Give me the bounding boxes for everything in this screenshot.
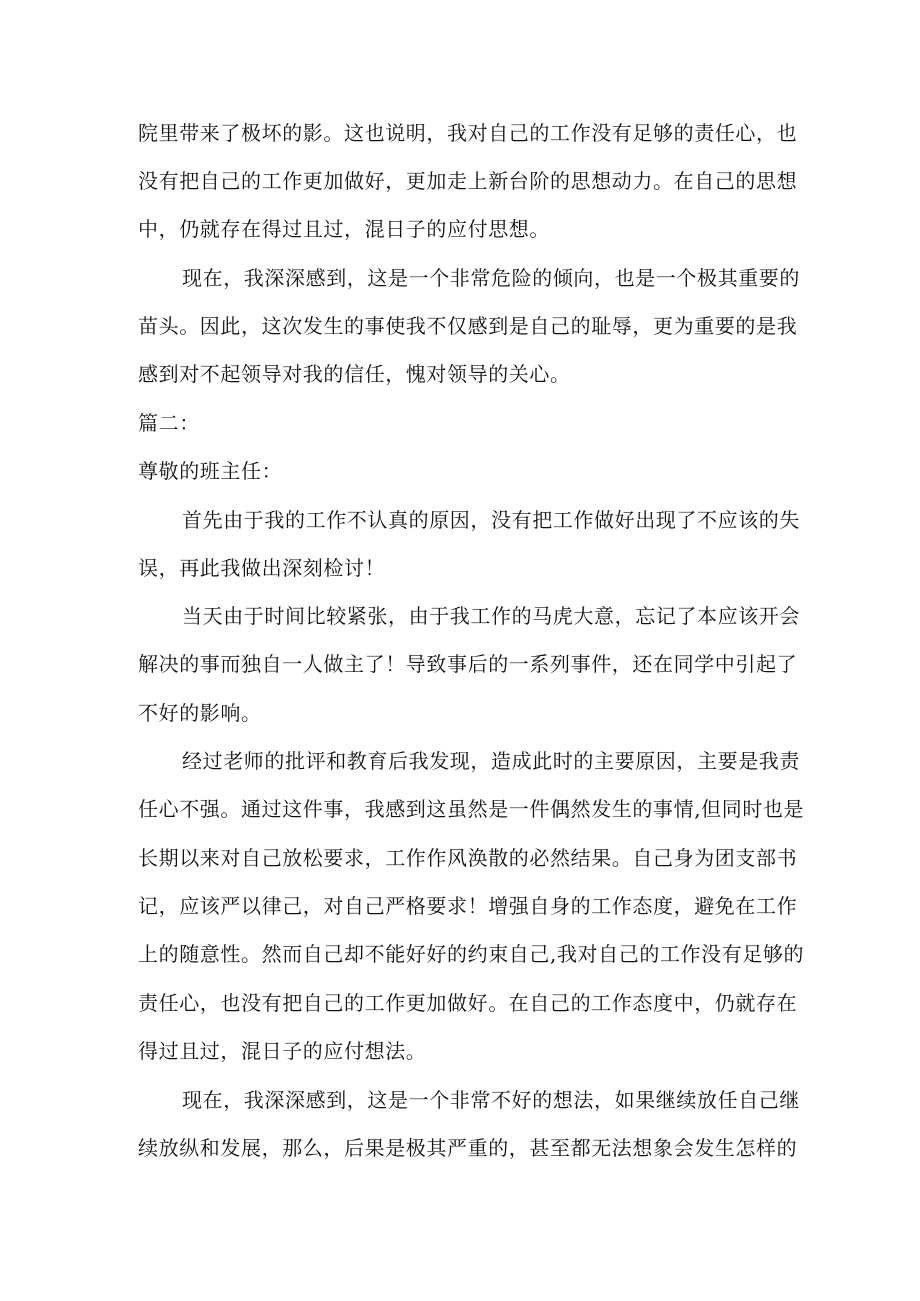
section-heading: 篇二： xyxy=(138,411,200,435)
text-line: 中，仍就存在得过且过，混日子的应付思想。 xyxy=(138,217,550,241)
text-line: 没有把自己的工作更加做好，更加走上新台阶的思想动力。在自己的思想 xyxy=(138,169,798,193)
text-line: 误，再此我做出深刻检讨！ xyxy=(138,556,386,580)
paragraph-start-line: 首先由于我的工作不认真的原因，没有把工作做好出现了不应该的失 xyxy=(182,508,800,532)
text-line: 任心不强。通过这件事，我感到这虽然是一件偶然发生的事情,但同时也是 xyxy=(138,797,805,821)
text-line: 上的随意性。然而自己却不能好好的约束自己,我对自己的工作没有足够的 xyxy=(138,942,805,966)
text-line: 感到对不起领导对我的信任，愧对领导的关心。 xyxy=(138,362,571,386)
paragraph-start-line: 当天由于时间比较紧张，由于我工作的马虎大意，忘记了本应该开会 xyxy=(182,604,800,628)
text-line: 责任心，也没有把自己的工作更加做好。在自己的工作态度中，仍就存在 xyxy=(138,991,798,1015)
text-line: 续放纵和发展，那么，后果是极其严重的，甚至都无法想象会发生怎样的 xyxy=(138,1136,798,1160)
text-line: 解决的事而独自一人做主了！导致事后的一系列事件，还在同学中引起了 xyxy=(138,652,798,676)
text-line: 得过且过，混日子的应付想法。 xyxy=(138,1039,427,1063)
paragraph-start-line: 现在，我深深感到，这是一个非常不好的想法，如果继续放任自己继 xyxy=(182,1088,800,1112)
text-line: 记，应该严以律己，对自己严格要求！增强自身的工作态度，避免在工作 xyxy=(138,894,798,918)
text-line: 院里带来了极坏的影。这也说明，我对自己的工作没有足够的责任心，也 xyxy=(138,121,798,145)
salutation: 尊敬的班主任： xyxy=(138,459,283,483)
text-line: 长期以来对自己放松要求，工作作风涣散的必然结果。自己身为团支部书 xyxy=(138,846,798,870)
paragraph-start-line: 现在，我深深感到，这是一个非常危险的倾向，也是一个极其重要的 xyxy=(182,266,800,290)
paragraph-start-line: 经过老师的批评和教育后我发现，造成此时的主要原因，主要是我责 xyxy=(182,749,800,773)
text-line: 苗头。因此，这次发生的事使我不仅感到是自己的耻辱，更为重要的是我 xyxy=(138,314,798,338)
text-line: 不好的影响。 xyxy=(138,701,262,725)
